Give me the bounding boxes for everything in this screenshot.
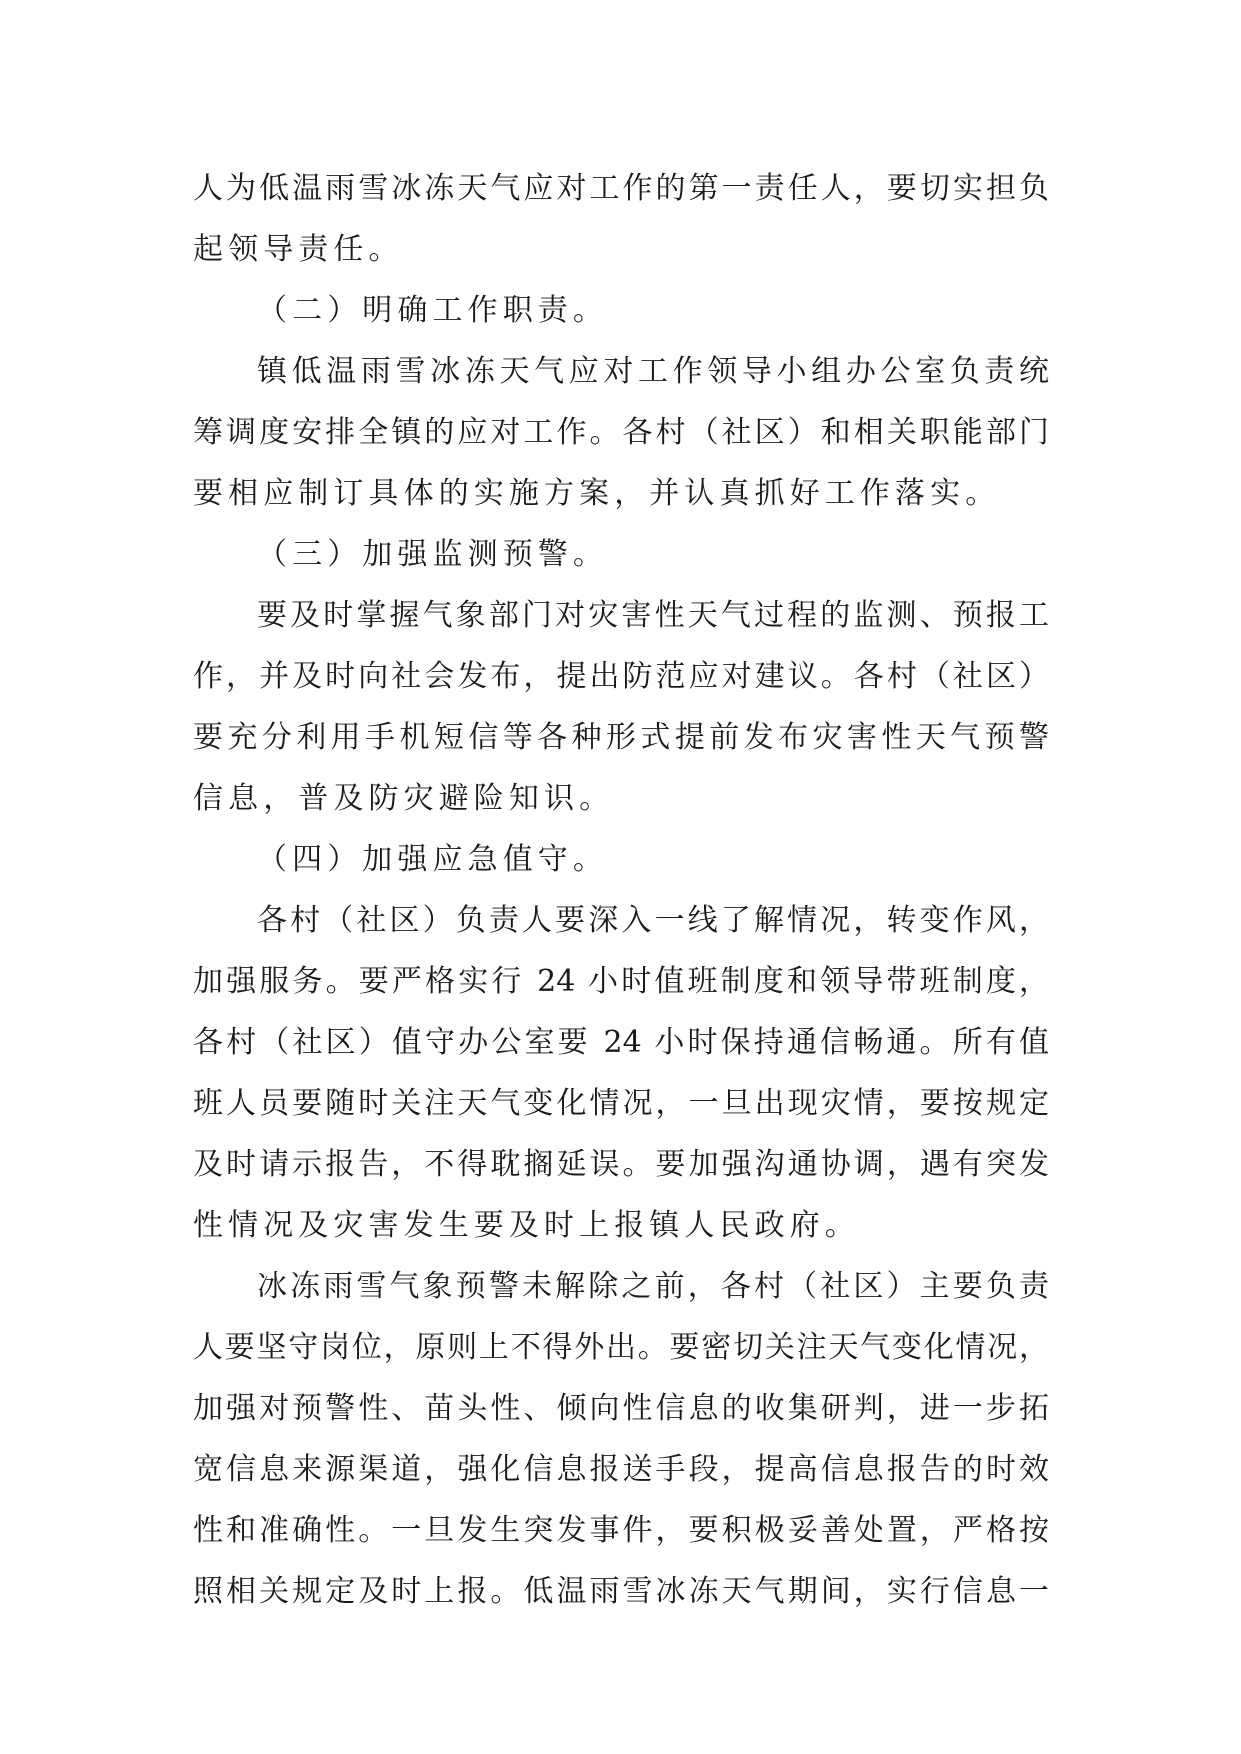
text-line: 信息，普及防灾避险知识。 [193,781,615,816]
text-line: 照相关规定及时上报。低温雨雪冰冻天气期间，实行信息一 [193,1574,1049,1609]
text-line: 要及时掌握气象部门对灾害性天气过程的监测、预报工 [257,598,1049,633]
text-line: （四）加强应急值守。 [257,842,608,877]
text-line: （二）明确工作职责。 [257,293,608,328]
text-line: 宽信息来源渠道，强化信息报送手段，提高信息报告的时效 [193,1452,1049,1487]
text-line: 性情况及灾害发生要及时上报镇人民政府。 [193,1208,860,1243]
text-line: （三）加强监测预警。 [257,537,608,572]
text-line: 起领导责任。 [193,232,404,267]
text-line: 加强对预警性、苗头性、倾向性信息的收集研判，进一步拓 [193,1391,1049,1426]
text-line: 人要坚守岗位，原则上不得外出。要密切关注天气变化情况， [193,1330,1049,1365]
text-line: 加强服务。要严格实行 24 小时值班制度和领导带班制度， [193,964,1049,999]
text-line: 班人员要随时关注天气变化情况，一旦出现灾情，要按规定 [193,1086,1049,1121]
text-line: 各村（社区）负责人要深入一线了解情况，转变作风， [257,903,1049,938]
text-line: 及时请示报告，不得耽搁延误。要加强沟通协调，遇有突发 [193,1147,1049,1182]
text-line: 镇低温雨雪冰冻天气应对工作领导小组办公室负责统 [257,354,1049,389]
text-line: 筹调度安排全镇的应对工作。各村（社区）和相关职能部门 [193,415,1049,450]
document-body [193,158,1049,1622]
text-line: 各村（社区）值守办公室要 24 小时保持通信畅通。所有值 [193,1025,1049,1060]
text-line: 人为低温雨雪冰冻天气应对工作的第一责任人，要切实担负 [193,171,1049,206]
text-line: 性和准确性。一旦发生突发事件，要积极妥善处置，严格按 [193,1513,1049,1548]
text-line: 要相应制订具体的实施方案，并认真抓好工作落实。 [193,476,1001,511]
text-line: 要充分利用手机短信等各种形式提前发布灾害性天气预警 [193,720,1049,755]
text-line: 冰冻雨雪气象预警未解除之前，各村（社区）主要负责 [257,1269,1049,1304]
text-line: 作，并及时向社会发布，提出防范应对建议。各村（社区） [193,659,1049,694]
